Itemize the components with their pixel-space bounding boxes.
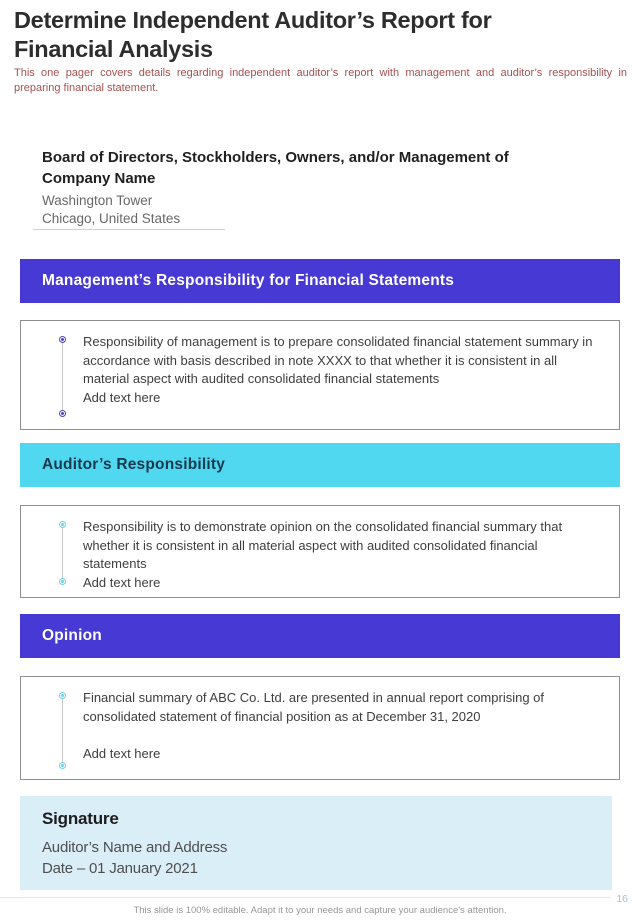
bullet-rail bbox=[57, 521, 68, 585]
bullet-icon bbox=[59, 692, 66, 699]
bullet-rail bbox=[57, 692, 68, 769]
section-banner-auditor-responsibility bbox=[20, 443, 620, 487]
section-body-opinion bbox=[20, 676, 620, 780]
section-heading: Management’s Responsibility for Financial Statements bbox=[42, 272, 455, 289]
signature-date: Date – 01 January 2021 bbox=[42, 859, 198, 877]
add-text-placeholder: Add text here bbox=[83, 390, 161, 406]
section-heading: Auditor’s Responsibility bbox=[42, 456, 226, 473]
bullet-connector-line bbox=[62, 528, 63, 578]
bullet-icon bbox=[59, 762, 66, 769]
footer-divider bbox=[0, 897, 610, 898]
section-text bbox=[83, 333, 597, 408]
bullet-icon bbox=[59, 578, 66, 585]
bullet-icon bbox=[59, 521, 66, 528]
signature-block bbox=[20, 796, 612, 890]
recipient-address-line-2: Chicago, United States bbox=[42, 210, 181, 226]
bullet-text: Responsibility is to demonstrate opinion on the consolidated financial summary that whether it is consistent in all material aspect with audited consolidated financial statements bbox=[83, 519, 563, 572]
page-title: Determine Independent Auditor’s Report for Financial Analysis bbox=[14, 7, 492, 62]
bullet-icon bbox=[59, 336, 66, 343]
add-text-placeholder: Add text here bbox=[83, 746, 161, 762]
bullet-connector-line bbox=[62, 699, 63, 762]
section-banner-management-responsibility bbox=[20, 259, 620, 303]
bullet-text: Responsibility of management is to prepare consolidated financial statement summary in accordance with basis described in note XXXX to that whether it is consistent in all material aspect with audited consolidated financial statements bbox=[83, 334, 593, 387]
page-subtitle: This one pager covers details regarding independent auditor’s report with management and auditor’s responsibility in preparing financial statement. bbox=[14, 67, 627, 94]
add-text-placeholder: Add text here bbox=[83, 575, 161, 591]
recipient-address-line-1: Washington Tower bbox=[42, 193, 153, 208]
signature-name-address: Auditor’s Name and Address bbox=[42, 839, 228, 856]
section-text bbox=[83, 518, 597, 593]
recipient-divider bbox=[33, 229, 225, 230]
section-body-auditor-responsibility bbox=[20, 505, 620, 598]
section-banner-opinion bbox=[20, 614, 620, 658]
bullet-connector-line bbox=[62, 343, 63, 410]
bullet-rail bbox=[57, 336, 68, 417]
footer-note: This slide is 100% editable. Adapt it to your needs and capture your audience's attention. bbox=[133, 905, 507, 916]
signature-heading: Signature bbox=[42, 809, 119, 828]
page-number: 16 bbox=[616, 893, 628, 905]
bullet-icon bbox=[59, 410, 66, 417]
section-heading: Opinion bbox=[42, 627, 102, 644]
recipient-heading: Board of Directors, Stockholders, Owners, and/or Management of Company Name bbox=[42, 149, 509, 187]
section-body-management-responsibility bbox=[20, 320, 620, 430]
bullet-text: Financial summary of ABC Co. Ltd. are presented in annual report comprising of consolidated statement of financial position as at December 31, 2020 bbox=[83, 690, 545, 724]
section-text bbox=[83, 689, 597, 764]
recipient-block bbox=[42, 147, 570, 228]
